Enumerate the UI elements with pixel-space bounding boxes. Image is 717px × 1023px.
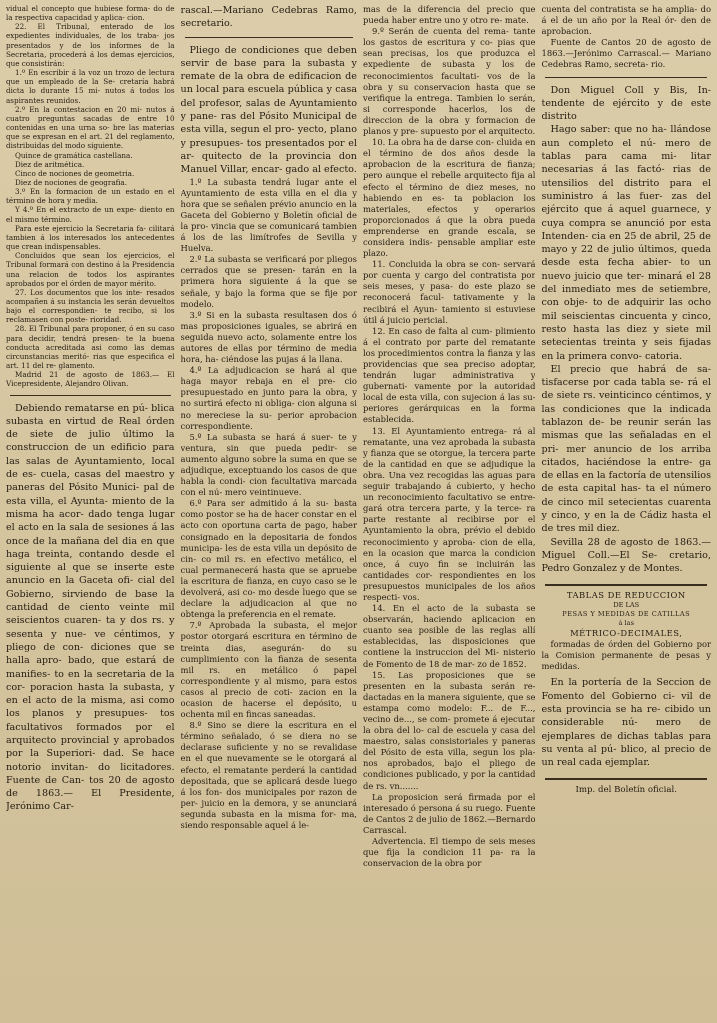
tables-connector: á las <box>618 618 634 627</box>
column-4 <box>541 4 711 1023</box>
condition-item: 2.º La subasta se verificará por pliegos cerrados que se presen- tarán en la primera hora siguiente á la que se señale, y bajo la forma que se fije por modelo. <box>180 254 357 309</box>
paragraph: Cinco de nociones de geometria. <box>15 168 135 178</box>
condition-item: 15. Las proposiciones que se presenten en la subasta serán re- dactadas en la manera siguiente, que se estampa como modelo: F... de F..., vecino de..., se com- promete á ejecutar la obra del lo- cal de escuela y casa del maestro, salas consistoriales y paneras del Pósito de esta villa, segun los pla- nos aprobados, bajo el pliego de condiciones publicado, y por la cantidad de rs. vn....... <box>362 669 536 791</box>
intendant-notice-title: Don Miguel Coll y Bis, In- tendente de ejército y de este distrito <box>541 84 711 123</box>
divider <box>545 584 707 586</box>
signature-line: Fuente de Cantos 20 de agosto de 1863.—Jerónimo Carrascal.— Mariano Cedebras Ramo, secreta- rio. <box>541 37 711 70</box>
notice-paragraph: Hago saber: que no ha- llándose aun completo el nú- mero de tablas para cama mi- litar necesarias á las factó- rias de utensilios del distrito para el suministro á las fuer- zas del ejército que á aquel guarnece, y cuya compra se anunció por esta Intenden- cia en 25 de abril, 25 de mayo y 22 de julio últimos, queda desde esta fecha abier- to un nuevo juicio que ter- minará el 28 del inmediato mes de setiembre, con obje- to de adquirir las ocho mil seiscientas cincuenta y cinco, resto hasta las diez y siete mil setecientas treinta y seis fijadas en la primera convo- catoria. <box>541 124 711 362</box>
column-3 <box>363 4 536 1023</box>
continued-text: cuenta del contratista se ha amplia- do á el de un año por la Real ór- den de aprobacion. <box>541 4 711 37</box>
column-1 <box>6 4 175 1023</box>
paragraph: Concluidos que sean los ejercicios, el Tribunal formará con destino á la Presidencia una relacion de todos los aspirantes aprobados por el órden de mayor mérito. <box>6 251 175 288</box>
condition-item: mas de la diferencia del precio que pueda haber entre uno y otro re- mate. <box>362 4 536 26</box>
paragraph: vidual el concepto que hubiese forma- do de la respectiva capacidad y aplica- cion. <box>6 4 175 23</box>
condition-item: La proposicion será firmada por el interesado ó persona á su ruego. Fuente de Cantos 2 de julio de 1862.—Bernardo Carrascal. <box>362 791 536 835</box>
regulation-articles <box>6 4 175 389</box>
condition-item: 5.º La subasta se hará á suer- te y ventura, sin que pueda pedir- se aumento alguno sobre la suma en que se adjudique, exceptuando los casos de que habla la condi- cion facultativa marcada con el nú- mero veintinueve. <box>180 431 357 498</box>
paragraph: 22. El Tribunal, enterado de los expedientes individuales, de los traba- jos presentados y de los informes de la Secretaria, procederá á los demas ejercicios, que consistirán: <box>6 22 175 68</box>
divider <box>545 778 707 780</box>
condition-item: 1.º La subasta tendrá lugar ante el Ayuntamiento de esta villa en el dia y hora que se señalen prévio anuncio en la Gaceta del Gobierno y Boletín oficial de la pro- vincia que se comunicará tambien á los de las limítrofes de Sevilla y Huelva. <box>180 176 357 254</box>
advertencia: Advertencia. El tiempo de seis meses que fija la condicion 11 pa- ra la conservacion de la obra por <box>362 836 536 869</box>
paragraph: Quince de gramática castellana. <box>15 150 133 160</box>
paragraph: Para este ejercicio la Secretaria fa- cilitará tambien á los interesados los antecedentes que crean indispensables. <box>6 223 175 252</box>
auction-notice: Debiendo rematarse en pú- blica subasta en virtud de Real órden de siete de julio último la construccion de un edificio para las salas de Ayuntamiento, local de es- cuela, casas del maestro y paneras del Pósito Munici- pal de esta villa, el Ayunta- miento de la misma ha acor- dado tenga lugar el acto en la sala de sesiones á las once de la mañana del dia en que haga treinta, contando desde el siguiente al que se inserte este anuncio en la Gaceta ofi- cial del Gobierno, sirviendo de base la cantidad de ciento veinte mil seiscientos cuaren- ta y dos rs. y sesenta y nue- ve céntimos, y pliego de con- diciones que se halla apro- bado, que estará de manifies- to en la secretaria de la cor- poracion hasta la subasta, y en el acto de la misma, asi como los planos y presupues- tos facultativos formados por el arquitecto provincial y aprobados por la Superiori- dad. Se hace notorio invitan- do licitadores. Fuente de Can- tos 20 de agosto de 1863.— El Presidente, Jerónimo Car- <box>6 402 175 813</box>
condition-item: 14. En el acto de la subasta se observarán, haciendo aplicacion en cuanto sea posible de las reglas allí establecidas, las disposiciones que contiene la instruccion del Mi- nisterio de Fomento de 18 de mar- zo de 1852. <box>362 603 536 669</box>
condition-item: 4.º La adjudicacion se hará al que haga mayor rebaja en el pre- cio presupuestado en junto para la obra, y no surtirá efecto ni obliga- cion alguna si no mereciese la su- perior aprobacion correspondiente. <box>180 365 357 431</box>
paragraph: 27. Los documentos que los inte- resados acompañen á su instancia les serán devueltos bajo el correspondien- te recibo, si los reclamasen con poste- rioridad. <box>6 287 175 325</box>
signature-line: Sevilla 28 de agosto de 1863.—Miguel Coll.—El Se- cretario, Pedro Gonzalez y de Montes. <box>541 536 711 575</box>
paragraph: Diez de aritmética. <box>15 159 85 169</box>
column-2 <box>181 4 357 1023</box>
tables-description: formadas de órden del Gobierno por la Comision permanente de pesas y medidas. <box>541 639 711 672</box>
signature-line: Madrid 21 de agosto de 1863.— El Vicepresidente, Alejandro Olivan. <box>6 370 175 389</box>
conditions-title: Pliego de condiciones que deben servir de base para la subasta y remate de la obra de edificacion de un local para escuela pública y casa del profesor, salas de Ayuntamiento y pane- ras del Pósito Municipal de esta villa, segun el pro- yecto, plano y presupues- tos presentados por el ar- quitecto de la provincia don Manuel Villar, encar- gado al efecto. <box>180 44 357 176</box>
tables-connector: DE LAS <box>613 600 640 609</box>
divider <box>10 395 171 396</box>
paragraph: Y 4.º En el extracto de un expe- diento en el mismo término. <box>6 205 175 224</box>
condition-item: 9.º Serán de cuenta del rema- tante los gastos de escritura y co- pias que sean precisas, los que produzca el expediente de subasta y los de reconocimientos facultati- vos de la obra y su conservacion hasta que se verifique la entrega. Tambien lo serán, si corresponde hacerlos, los de direccion de la obra y formacion de planos y pre- supuesto por el arquitecto. <box>362 26 536 137</box>
conditions-list <box>181 177 357 832</box>
divider <box>185 37 353 38</box>
condition-item: 13. El Ayuntamiento entrega- rá al rematante, una vez aprobada la subasta y fianza que se otorgue, la tercera parte de la cantidad en que se adjudique la obra. Una vez recogidas las aguas para seguir trabajando á cubierto, y hecho un reconocimiento facultativo se entre- gará otra tercera parte, y la terce- ra parte restante al recibirse por el Ayuntamiento la obra, prévio el debido reconocimiento y aproba- cion de ella, en la ocasion que marca la condicion once, á cuyo fin se incluirán las cantidades cor- respondientes en los presupuestos municipales de los años respecti- vos. <box>362 425 536 602</box>
condition-item: 10. La obra ha de darse con- cluida en el término de dos años desde la aprobacion de la escritura de fianza; pero aunque el rebelle arquitecto fija al efecto el término de diez meses, no habiendo en es- ta poblacion los materiales, efectos y operarios proporcionados á que la obra pueda emprenderse en grande escala, se considera indis- pensable ampliar este plazo. <box>362 137 536 259</box>
tables-subtitle: MÉTRICO-DECIMALES, <box>570 628 683 639</box>
condition-item: 8.º Sino se diere la escritura en el término señalado, ó se diera no se declarase suficiente y no se revalidase en el que nuevamente se le otorgará al efecto, el rematante perderá la cantidad depositada, que se aplicará desde luego á los fon- dos municipales por razon de per- juicio en la demora, y se anunciará segunda subasta en la misma for- ma, siendo responsable aquel á le- <box>180 720 357 830</box>
imprint: Imp. del Boletín oficial. <box>575 784 677 795</box>
paragraph: 28. El Tribunal para proponer, ó en su caso para decidir, tendrá presen- te la buena conducta acreditada asi como las demas circunstancias meritó- rias que especifica el art. 11 del re- glamento. <box>6 324 175 371</box>
paragraph: Diez de nociones de geografia. <box>15 177 127 187</box>
condition-item: 11. Concluida la obra se con- servará por cuenta y cargo del contratista por seis meses, y pasa- do este plazo se reconocerá facul- tativamente y la recibirá el Ayun- tamiento si estuviese útil á juicio pericial. <box>362 259 536 325</box>
tables-subtitle: PESAS Y MEDIDAS DE CATILLAS <box>562 609 691 618</box>
condition-item: 6.º Para ser admitido á la su- basta como postor se ha de hacer constar en el acto con oportuna carta de pago, haber consignado en la depositaria de fondos municipa- les de esta villa un depósito de cin- co mil rs. en efectivo metálico, el cual permanecerá hasta que se apruebe la escritura de fianza, en cuyo caso se le devolverá, asi co- mo desde luego que se declare la adjudicacion al que no obtenga la preferencia en el remate. <box>180 498 357 620</box>
continued-signature: rascal.—Mariano Cedebras Ramo, secretario. <box>180 5 357 30</box>
divider <box>545 77 707 78</box>
paragraph: 1.º En escribir á la voz un trozo de lectura que un empleado de la Se- cretaría habrá dicta lo durante 15 mi- nutos á todos los aspirantes reunidos. <box>6 68 175 105</box>
tables-sale-notice: En la portería de la Seccion de Fomento del Gobierno ci- vil de esta provincia se ha re- cibido un considerable nú- mero de ejemplares de dichas tablas para su venta al pú- blico, al precio de un real cada ejemplar. <box>541 677 711 769</box>
tables-title: TABLAS DE REDUCCION <box>566 589 686 600</box>
condition-item: 3.º Si en la subasta resultasen dos ó mas proposiciones iguales, se abrirá en seguida nuevo acto, solamente entre los autores de ellas por término de media hora, ha- ciéndose las pujas á la llana. <box>180 309 357 365</box>
condition-item: 7.º Aprobada la subasta, el mejor postor otorgará escritura en término de treinta dias, asegurán- do su cumplimiento con la fianza de sesenta mil rs. en metálico ó papel correspondiente y al mismo, para estos casos al precio de coti- zacion en la ocasion de hacerse el depósito, u ochenta mil en fincas saneadas. <box>180 620 357 720</box>
paragraph: 2.º En la contestacion en 20 mi- nutos á cuatro preguntas sacadas de entre 10 contenidas en una urna so- bre las materias que se expresan en el art. 21 del reglamento, distribuidas del modo siguiente. <box>6 104 175 151</box>
condition-item: 12. En caso de falta al cum- plimiento á el contrato por parte del rematante los procedimientos contra la fianza y las providencias que sea preciso adoptar, tendrán lugar administrativa y gubernati- vamente por la autoridad local de esta villa, con sujecion á las su- periores gerárquicas en la forma establecida. <box>362 325 536 425</box>
notice-paragraph: El precio que habrá de sa- tisfacerse por cada tabla se- rá el de siete rs. veinticinco céntimos, y las condiciones que la indicada tablazon de- be reunir serán las mismas que las señaladas en el pri- mer anuncio de los arriba citados, haciéndose la entre- ga de ellas en la factoría de utensilios de esta capital has- ta el número de cinco mil setecientas cuarenta y cinco, y en la de Cádiz hasta el de tres mil diez. <box>541 363 711 535</box>
paragraph: 3.º En la formacion de un estado en el término de hora y media. <box>6 187 175 206</box>
